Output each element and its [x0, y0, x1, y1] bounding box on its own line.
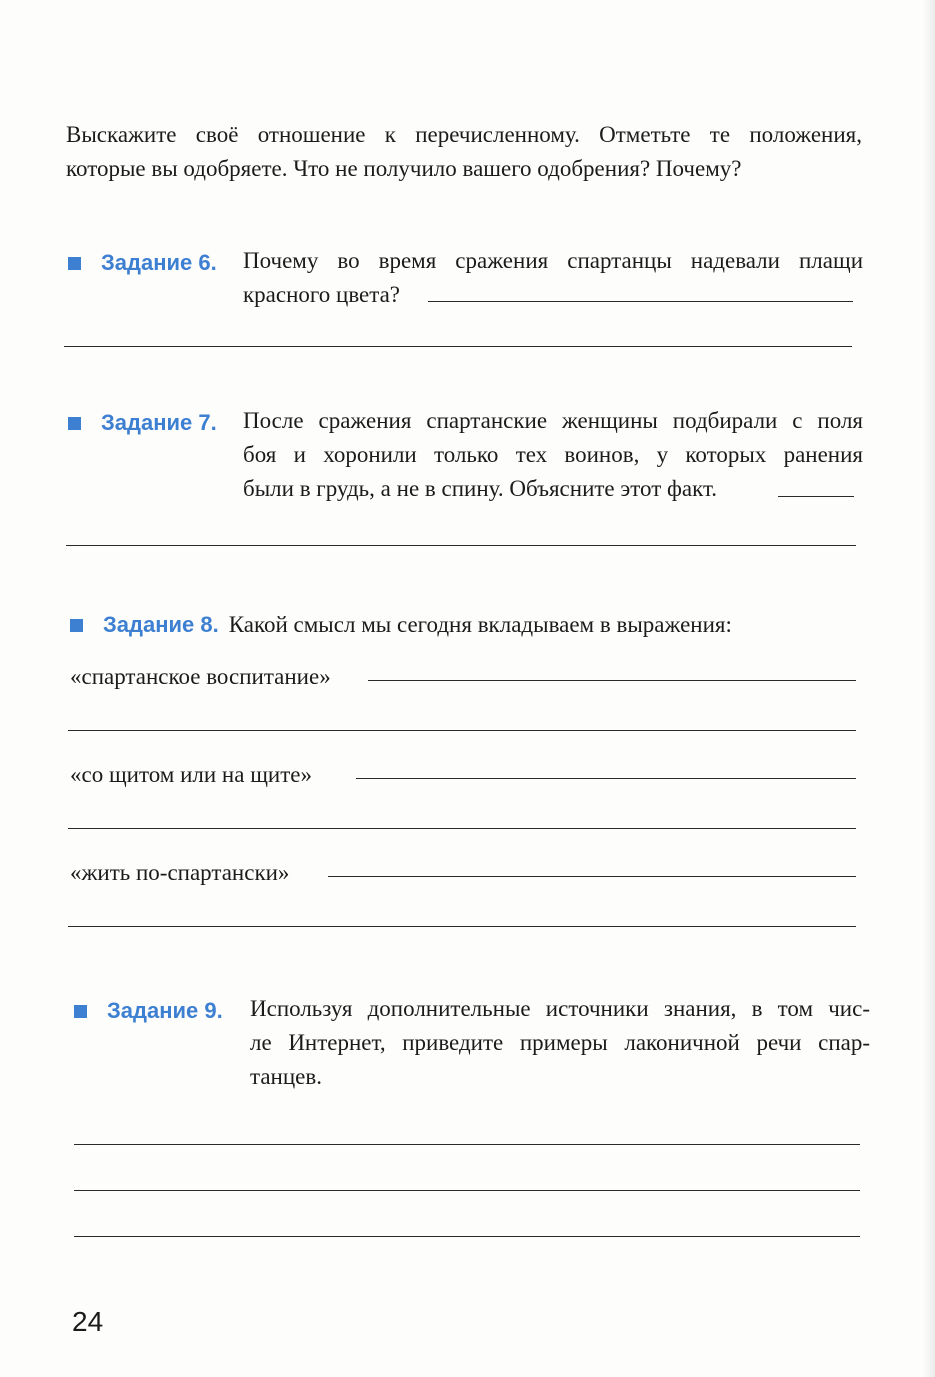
task-9	[74, 994, 874, 1254]
task-7-line: были в грудь, а не в спину. Объясните этот факт.	[243, 476, 718, 501]
phrase-label: «со щитом или на щите»	[70, 762, 312, 787]
task-9-line: Используя дополнительные источники знания, в том чис-	[250, 996, 870, 1021]
square-bullet-icon	[68, 257, 81, 270]
intro-line: Выскажите своё отношение к перечисленному. Отметьте те положения,	[66, 122, 862, 147]
task-8-header	[70, 608, 732, 642]
answer-line[interactable]	[74, 1236, 860, 1237]
answer-line[interactable]	[368, 680, 856, 681]
task-7-line: боя и хоронили только тех воинов, у которых ранения	[243, 442, 863, 467]
task-6-line: Почему во время сражения спартанцы надевали плащи	[243, 248, 863, 273]
task-9-line: ле Интернет, приведите примеры лаконичной речи спар-	[250, 1030, 870, 1055]
square-bullet-icon	[74, 1005, 87, 1018]
task-9-text	[250, 992, 870, 1094]
page-number: 24	[72, 1306, 104, 1337]
task-6-header	[68, 246, 227, 280]
task-8-label: Задание 8.	[103, 612, 219, 637]
square-bullet-icon	[70, 619, 83, 632]
answer-line[interactable]	[74, 1144, 860, 1145]
answer-line[interactable]	[356, 778, 856, 779]
task-8-text: Какой смысл мы сегодня вкладываем в выражения:	[228, 612, 732, 637]
task-6-line: красного цвета?	[243, 282, 401, 307]
task-9-header	[74, 994, 233, 1028]
answer-line[interactable]	[328, 876, 856, 877]
task-8	[70, 608, 870, 938]
task-7-label: Задание 7.	[101, 410, 217, 435]
task-7	[68, 406, 868, 556]
answer-line[interactable]	[68, 730, 856, 731]
task-9-line: танцев.	[250, 1064, 322, 1089]
task-7-line: После сражения спартанские женщины подбирали с поля	[243, 408, 863, 433]
answer-line[interactable]	[68, 828, 856, 829]
phrase-shield	[70, 758, 312, 792]
task-6	[68, 246, 868, 366]
phrase-label: «жить по-спартански»	[70, 860, 290, 885]
answer-line[interactable]	[66, 545, 856, 546]
answer-line[interactable]	[74, 1190, 860, 1191]
answer-line[interactable]	[428, 301, 853, 302]
square-bullet-icon	[68, 417, 81, 430]
intro-paragraph	[66, 118, 862, 186]
answer-line[interactable]	[68, 926, 856, 927]
task-9-label: Задание 9.	[107, 998, 223, 1023]
task-6-label: Задание 6.	[101, 250, 217, 275]
intro-line: которые вы одобряете. Что не получило вашего одобрения? Почему?	[66, 156, 742, 181]
page-edge-shadow	[923, 0, 935, 1377]
task-7-header	[68, 406, 227, 440]
answer-line[interactable]	[778, 496, 854, 497]
phrase-label: «спартанское воспитание»	[70, 664, 331, 689]
phrase-spartan-upbringing	[70, 660, 331, 694]
task-7-text	[243, 404, 863, 506]
answer-line[interactable]	[64, 346, 852, 347]
phrase-live-spartan	[70, 856, 289, 890]
